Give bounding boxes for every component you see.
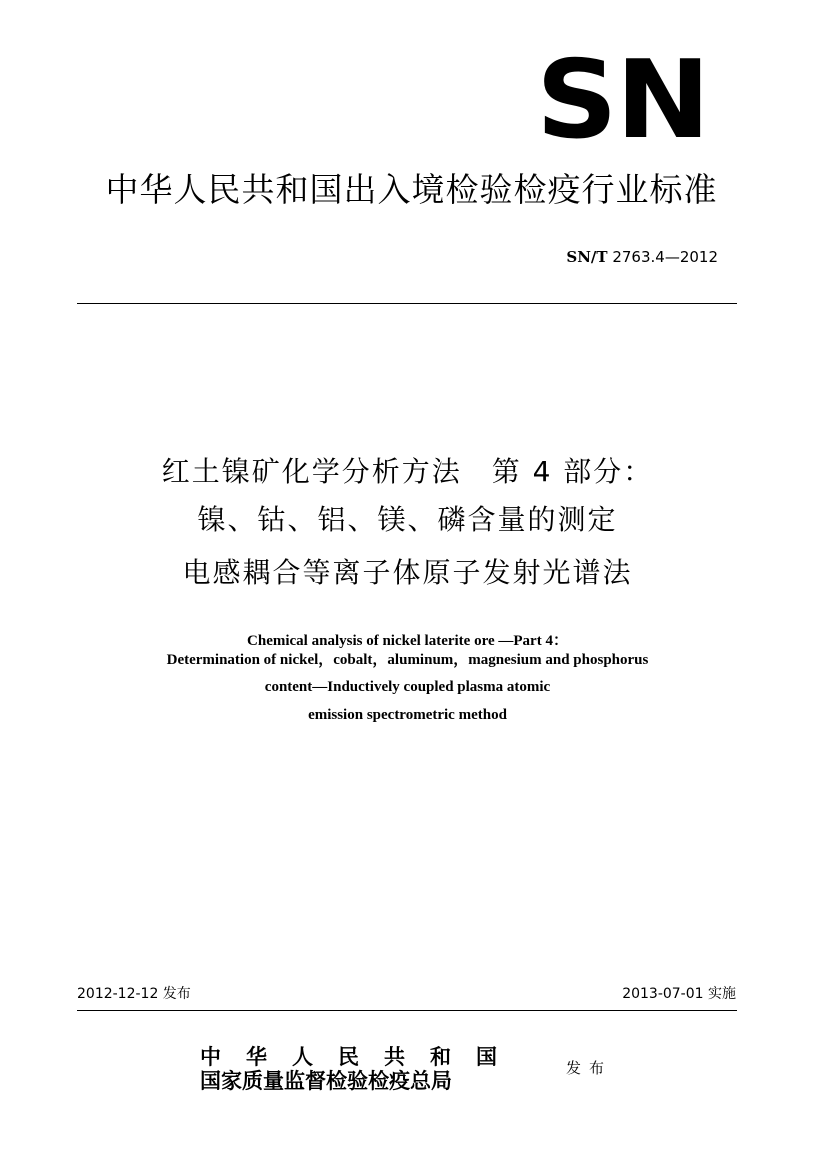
chinese-title-line-3: 电感耦合等离子体原子发射光谱法: [182, 556, 633, 589]
sn-logo: SN: [536, 38, 709, 163]
publish-label: 发布: [566, 1059, 613, 1077]
standard-number: [566, 247, 718, 267]
issue-date: 2012-12-12 发布: [77, 986, 191, 1002]
issuer-line-2: 国家质量监督检验检疫总局: [200, 1068, 452, 1093]
issuing-authority: [200, 1045, 522, 1093]
bottom-divider: [77, 1010, 737, 1011]
standard-prefix: SN/T: [566, 248, 608, 266]
chinese-title-line-1: 红土镍矿化学分析方法 第 4 部分：: [161, 455, 654, 488]
standard-code: 2763.4—2012: [612, 248, 718, 266]
chinese-title-line-2: 镍、钴、铝、镁、磷含量的测定: [197, 503, 618, 536]
top-divider: [77, 303, 737, 304]
english-title-line-4: emission spectrometric method: [308, 707, 507, 723]
industry-standard-title: 中华人民共和国出入境检验检疫行业标准: [105, 170, 718, 209]
issuer-line-1: 中华人民共和国: [200, 1044, 522, 1069]
english-title-line-3: content—Inductively coupled plasma atomic: [264, 679, 551, 695]
implementation-date: 2013-07-01 实施: [622, 986, 736, 1002]
english-title-line-1: Chemical analysis of nickel laterite ore —Part 4：: [247, 633, 568, 649]
english-title-line-2: Determination of nickel，cobalt，aluminum，magnesium and phosphorus: [166, 652, 649, 668]
